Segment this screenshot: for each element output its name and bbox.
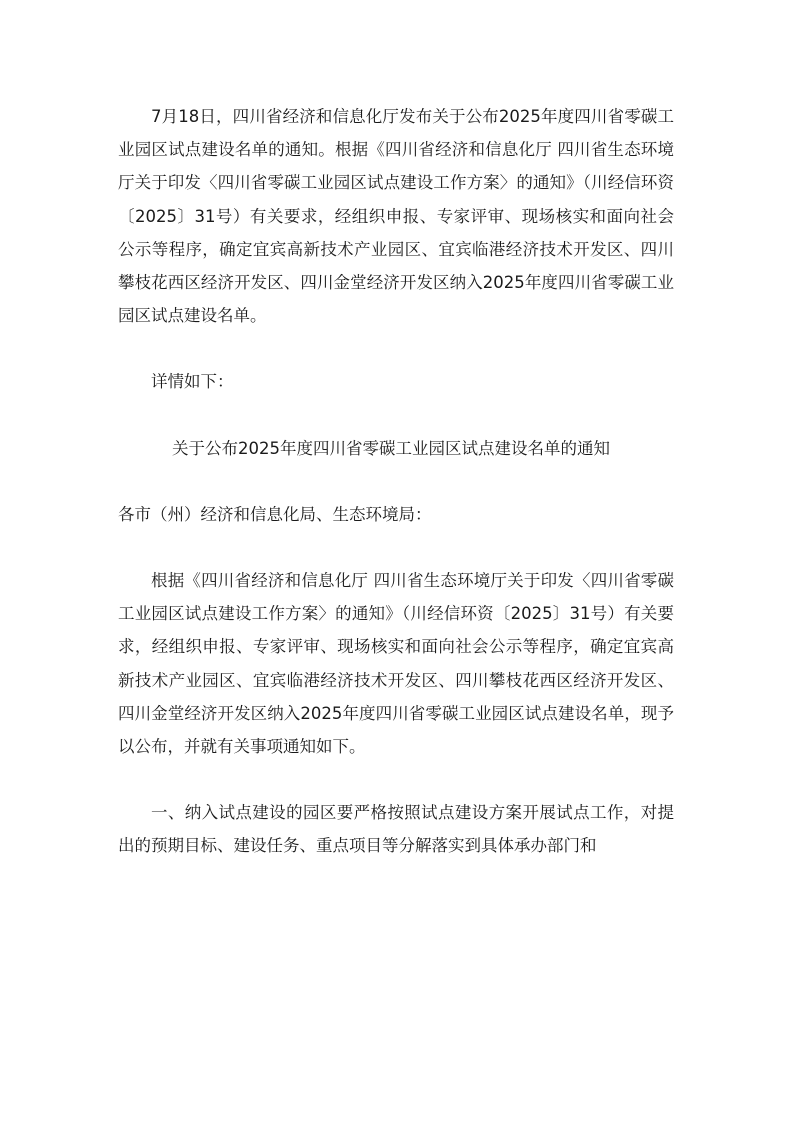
salutation: 各市（州）经济和信息化局、生态环境局：: [118, 504, 432, 524]
body-paragraph: 根据《四川省经济和信息化厅 四川省生态环境厅关于印发〈四川省零碳工业园区试点建设工作方案〉的通知》（川经信环资〔2025〕31号）有关要求，经组织申报、专家评审、现场核实和面向社会公示等程序，确定宜宾高新技术产业园区、宜宾临港经济技术开发区、四川攀枝花西区经济开发区、四川金堂经济开发区纳入2025年度四川省零碳工业园区试点建设名单，现予以公布，并就有关事项通知如下。: [118, 571, 674, 757]
notice-title: 关于公布2025年度四川省零碳工业园区试点建设名单的通知: [172, 438, 610, 458]
intro-paragraph: 7月18日，四川省经济和信息化厅发布关于公布2025年度四川省零碳工业园区试点建设名单的通知。根据《四川省经济和信息化厅 四川省生态环境厅关于印发〈四川省零碳工业园区试点建设工作方案〉的通知》（川经信环资〔2025〕31号）有关要求，经组织申报、专家评审、现场核实和面向社会公示等程序，确定宜宾高新技术产业园区、宜宾临港经济技术开发区、四川攀枝花西区经济开发区、四川金堂经济开发区纳入2025年度四川省零碳工业园区试点建设名单。: [118, 107, 674, 326]
item-one-paragraph: 一、纳入试点建设的园区要严格按照试点建设方案开展试点工作，对提出的预期目标、建设任务、重点项目等分解落实到具体承办部门和: [118, 803, 674, 856]
document-page: [118, 100, 674, 863]
details-label: 详情如下：: [151, 372, 234, 392]
